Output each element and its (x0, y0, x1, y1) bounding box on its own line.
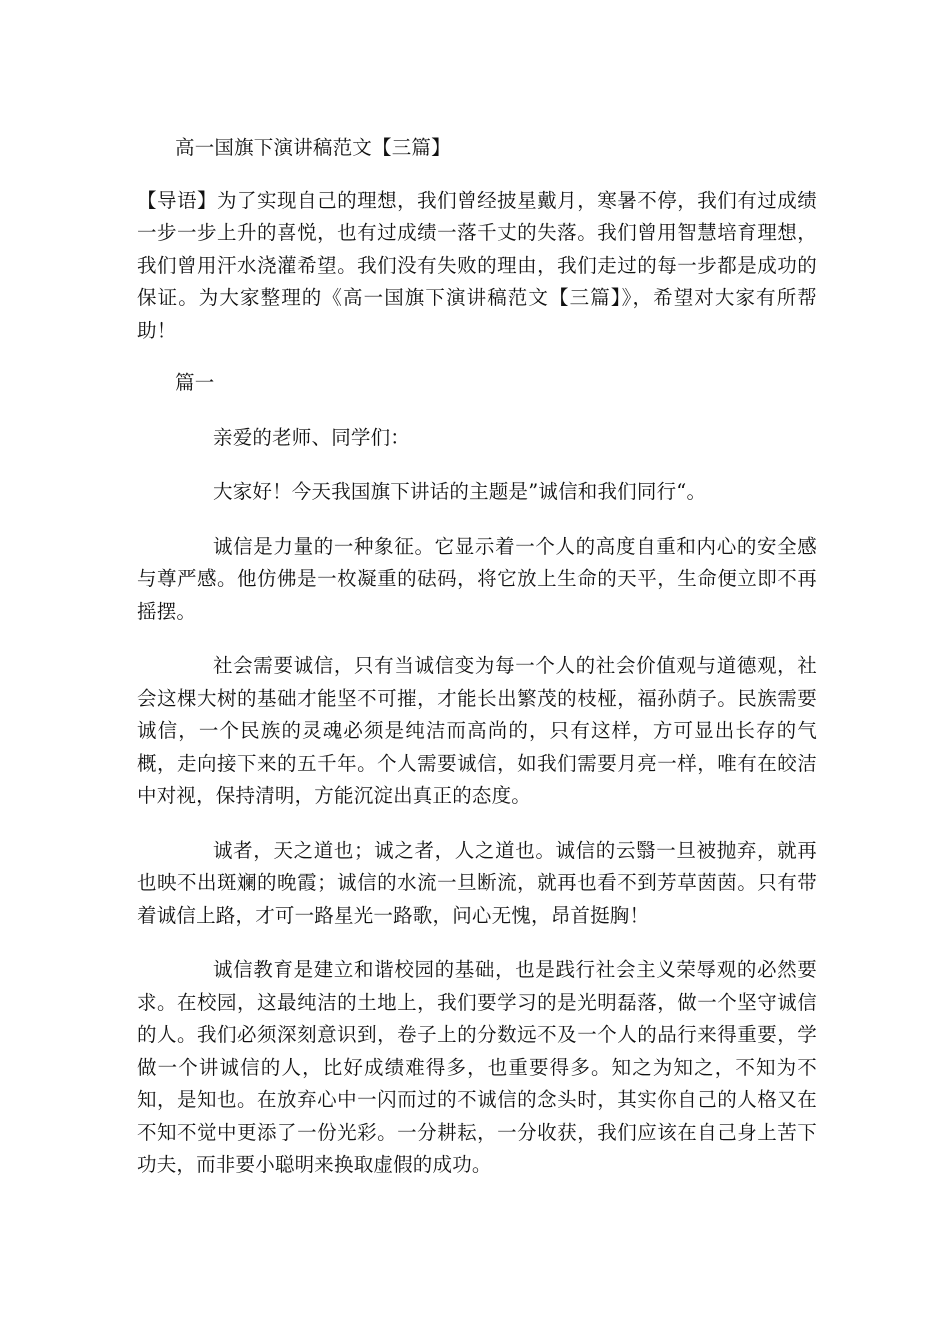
intro-paragraph: 【导语】为了实现自己的理想，我们曾经披星戴月，寒暑不停，我们有过成绩一步一步上升的喜悦，也有过成绩一落千丈的失落。我们曾用智慧培育理想，我们曾用汗水浇灌希望。我们没有失败的理由，我们走过的每一步都是成功的保证。为大家整理的《高一国旗下演讲稿范文【三篇】》，希望对大家有所帮助！ (137, 188, 817, 342)
body-paragraph-1: 诚信是力量的一种象征。它显示着一个人的高度自重和内心的安全感与尊严感。他仿佛是一枚凝重的砝码，将它放上生命的天平，生命便立即不再摇摆。 (137, 534, 817, 623)
greeting: 大家好！今天我国旗下讲话的主题是”诚信和我们同行“。 (213, 480, 707, 503)
salutation: 亲爱的老师、同学们： (213, 425, 411, 449)
document-title: 高一国旗下演讲稿范文【三篇】 (175, 136, 451, 159)
body-paragraph-2: 社会需要诚信，只有当诚信变为每一个人的社会价值观与道德观，社会这棵大树的基础才能坚不可摧，才能长出繁茂的枝桠，福孙荫子。民族需要诚信，一个民族的灵魂必须是纯洁而高尚的，只有这样，方可显出长存的气概，走向接下来的五千年。个人需要诚信，如我们需要月亮一样，唯有在皎洁中对视，保持清明，方能沉淀出真正的态度。 (137, 654, 817, 807)
body-paragraph-4: 诚信教育是建立和谐校园的基础，也是践行社会主义荣辱观的必然要求。在校园，这最纯洁的土地上，我们要学习的是光明磊落，做一个坚守诚信的人。我们必须深刻意识到，卷子上的分数远不及一个人的品行来得重要，学做一个讲诚信的人，比好成绩难得多，也重要得多。知之为知之，不知为不知，是知也。在放弃心中一闪而过的不诚信的念头时，其实你自己的人格又在不知不觉中更添了一份光彩。一分耕耘，一分收获，我们应该在自己身上苦下功夫，而非要小聪明来换取虚假的成功。 (137, 958, 817, 1176)
section-heading: 篇一 (175, 371, 215, 394)
body-paragraph-3: 诚者，天之道也；诚之者，人之道也。诚信的云翳一旦被抛弃，就再也映不出斑斓的晚霞；诚信的水流一旦断流，就再也看不到芳草茵茵。只有带着诚信上路，才可一路星光一路歌，问心无愧，昂首挺胸！ (137, 838, 817, 927)
document-body (137, 132, 817, 1204)
